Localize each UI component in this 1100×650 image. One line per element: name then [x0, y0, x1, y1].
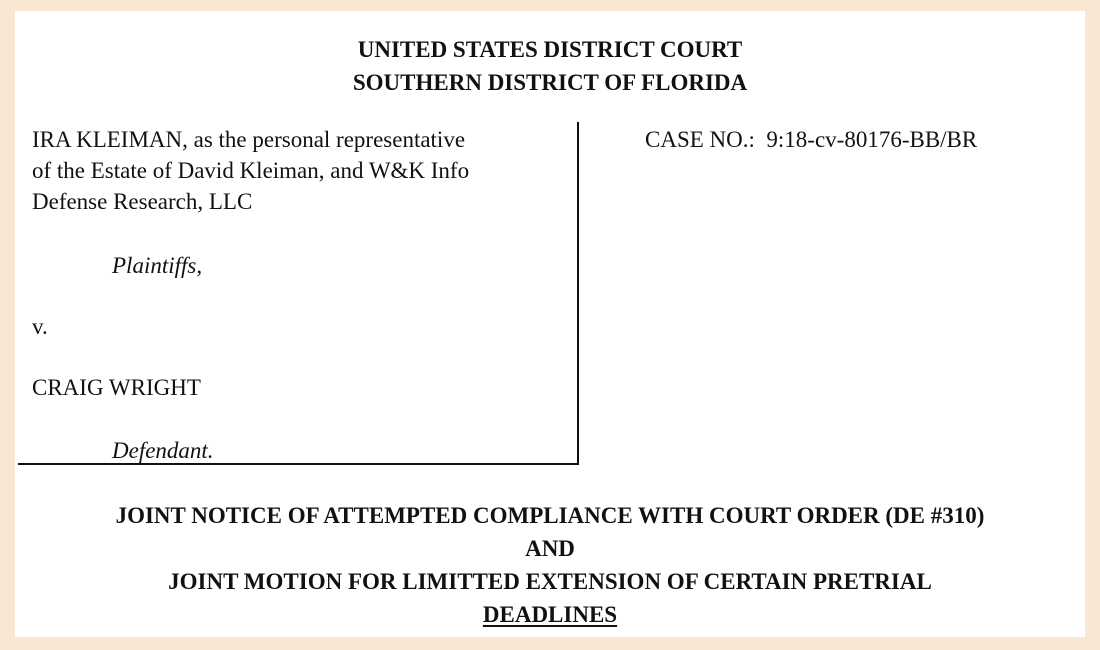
plaintiff-line-3: Defense Research, LLC: [32, 189, 253, 214]
plaintiff-line-2: of the Estate of David Kleiman, and W&K Info: [32, 158, 470, 183]
caption-vertical-divider: [577, 122, 579, 465]
case-number-label: CASE NO.:: [645, 127, 755, 152]
document-page: [15, 11, 1085, 637]
document-title: [15, 499, 1085, 631]
defendant-role: Defendant.: [112, 438, 214, 463]
plaintiff-role: Plaintiffs,: [112, 253, 203, 278]
case-number: [645, 124, 977, 155]
title-line-1: JOINT NOTICE OF ATTEMPTED COMPLIANCE WITH COURT ORDER (DE #310): [115, 503, 985, 528]
court-name: UNITED STATES DISTRICT COURT: [357, 37, 743, 62]
defendant-name: CRAIG WRIGHT: [32, 375, 201, 400]
case-number-value: 9:18-cv-80176-BB/BR: [766, 127, 978, 152]
court-district: SOUTHERN DISTRICT OF FLORIDA: [352, 70, 748, 95]
plaintiff-line-1: IRA KLEIMAN, as the personal representative: [32, 127, 466, 152]
court-header: [15, 33, 1085, 99]
case-caption-parties: [32, 124, 577, 466]
caption-horizontal-divider: [18, 463, 579, 465]
versus: v.: [32, 314, 48, 339]
title-line-4: DEADLINES: [482, 602, 618, 627]
title-line-2: AND: [525, 536, 575, 561]
title-line-3: JOINT MOTION FOR LIMITTED EXTENSION OF CERTAIN PRETRIAL: [168, 569, 932, 594]
